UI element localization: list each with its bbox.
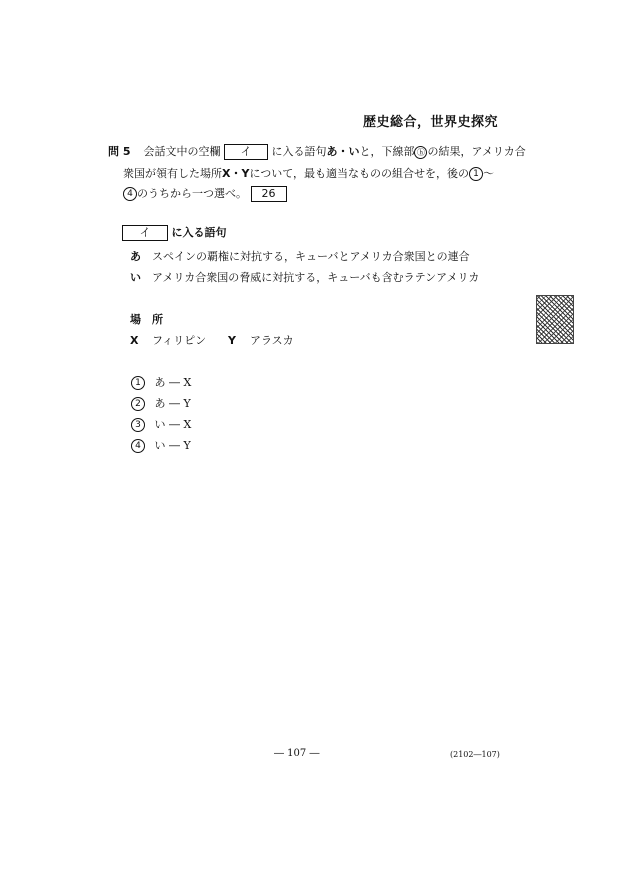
blank-box-i: イ <box>224 144 268 160</box>
term-label: あ <box>130 250 141 263</box>
question-line-1 <box>108 144 526 160</box>
term-item <box>130 248 470 264</box>
scan-artifact <box>536 295 574 344</box>
exam-code: (2102―107) <box>450 750 500 759</box>
place-y-label: Y <box>228 334 236 347</box>
places-row <box>130 332 294 348</box>
place-x-label: X <box>130 334 139 347</box>
question-text-2d: ～ <box>483 167 495 180</box>
answer-choice <box>131 374 191 390</box>
choice-start-mark: 1 <box>469 167 483 181</box>
choice-number: 4 <box>131 439 145 453</box>
question-line-3 <box>123 186 287 202</box>
choice-number: 2 <box>131 397 145 411</box>
answer-choice <box>131 395 191 411</box>
terms-heading <box>122 225 227 241</box>
terms-heading-box: イ <box>122 225 168 241</box>
choice-number: 1 <box>131 376 145 390</box>
answer-choice <box>131 416 191 432</box>
choice-text: あ ― Y <box>154 397 191 410</box>
question-line-2 <box>123 166 494 182</box>
subject-title: 歴史総合，世界史探究 <box>362 115 498 130</box>
answer-box: 26 <box>251 186 287 202</box>
place-y-text: アラスカ <box>250 334 294 347</box>
choice-text: い ― X <box>154 418 192 431</box>
question-text-1b: に入る語句 <box>271 145 327 158</box>
term-text: スペインの覇権に対抗する，キューバとアメリカ合衆国との連合 <box>152 250 470 263</box>
question-text-3a: のうちから一つ選べ。 <box>137 187 247 200</box>
choice-text: あ ― X <box>154 376 192 389</box>
question-text-2a: 衆国が領有した場所 <box>123 167 222 180</box>
choice-number: 3 <box>131 418 145 432</box>
places-heading: 場 所 <box>130 313 163 326</box>
question-text-2b: X・Y <box>222 167 250 180</box>
choice-text: い ― Y <box>154 439 191 452</box>
term-item <box>130 269 479 285</box>
question-text-1c: あ・い <box>326 145 360 158</box>
question-number: 問 5 <box>108 145 131 158</box>
question-text-1e: の結果，アメリカ合 <box>427 145 526 158</box>
terms-heading-text: に入る語句 <box>171 226 227 239</box>
underline-mark: ⓗ <box>414 146 427 159</box>
answer-choice <box>131 437 191 453</box>
question-text-2c: について，最も適当なものの組合せを，後の <box>249 167 470 180</box>
page-number: ― 107 ― <box>274 748 320 759</box>
place-x-text: フィリピン <box>152 334 207 347</box>
question-text-1d: と，下線部 <box>359 145 415 158</box>
question-text-1a: 会話文中の空欄 <box>143 145 221 158</box>
choice-end-mark: 4 <box>123 187 137 201</box>
term-text: アメリカ合衆国の脅威に対抗する，キューバも含むラテンアメリカ <box>152 271 480 284</box>
term-label: い <box>130 271 141 284</box>
